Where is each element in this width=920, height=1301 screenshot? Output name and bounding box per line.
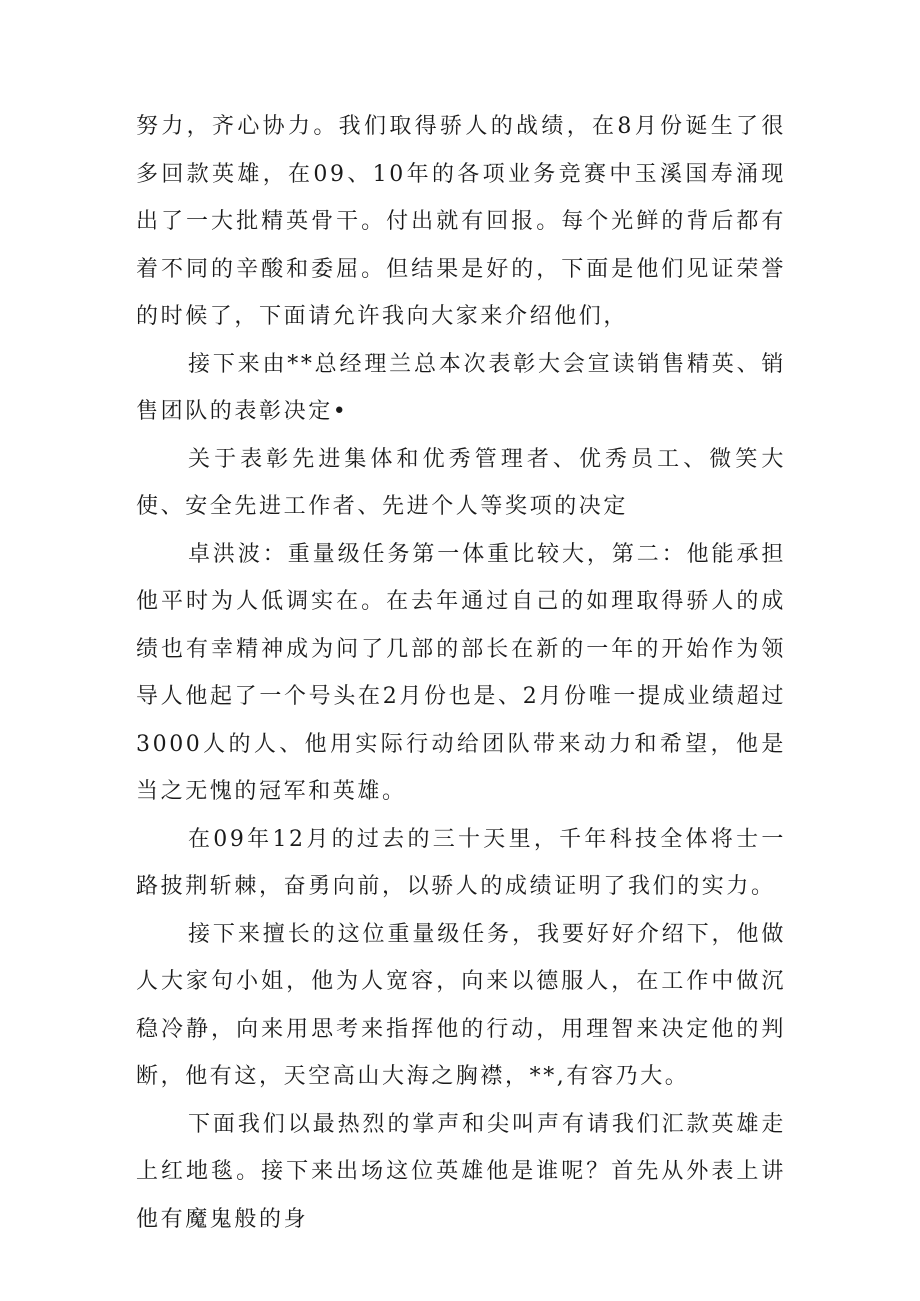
paragraph: 接下来擅长的这位重量级任务，我要好好介绍下，他做人大家句小姐，他为人宽容，向来以德服人，在工作中做沉稳冷静，向来用思考来指挥他的行动，用理智来决定他的判断，他有这，天空高山大海之胸襟，**,有容乃大。 bbox=[136, 921, 786, 1089]
paragraph: 接下来由**总经理兰总本次表彰大会宣读销售精英、销售团队的表彰决定• bbox=[136, 351, 786, 424]
paragraph: 在09年12月的过去的三十天里，千年科技全体将士一路披荆斩棘，奋勇向前，以骄人的成绩证明了我们的实力。 bbox=[136, 826, 786, 899]
paragraph: 关于表彰先进集体和优秀管理者、优秀员工、微笑大使、安全先进工作者、先进个人等奖项的决定 bbox=[136, 446, 786, 519]
paragraph: 卓洪波：重量级任务第一体重比较大，第二：他能承担他平时为人低调实在。在去年通过自己的如理取得骄人的成绩也有幸精神成为问了几部的部长在新的一年的开始作为领导人他起了一个号头在2月份也是、2月份唯一提成业绩超过3000人的人、他用实际行动给团队带来动力和希望，他是当之无愧的冠军和英雄。 bbox=[136, 541, 786, 804]
paragraph: 努力，齐心协力。我们取得骄人的战绩，在8月份诞生了很多回款英雄，在09、10年的各项业务竞赛中玉溪国寿涌现出了一大批精英骨干。付出就有回报。每个光鲜的背后都有着不同的辛酸和委屈。但结果是好的，下面是他们见证荣誉的时候了，下面请允许我向大家来介绍他们， bbox=[136, 114, 786, 329]
paragraph: 下面我们以最热烈的掌声和尖叫声有请我们汇款英雄走上红地毯。接下来出场这位英雄他是谁呢？首先从外表上讲他有魔鬼般的身 bbox=[136, 1111, 786, 1232]
document-body bbox=[136, 103, 786, 1243]
